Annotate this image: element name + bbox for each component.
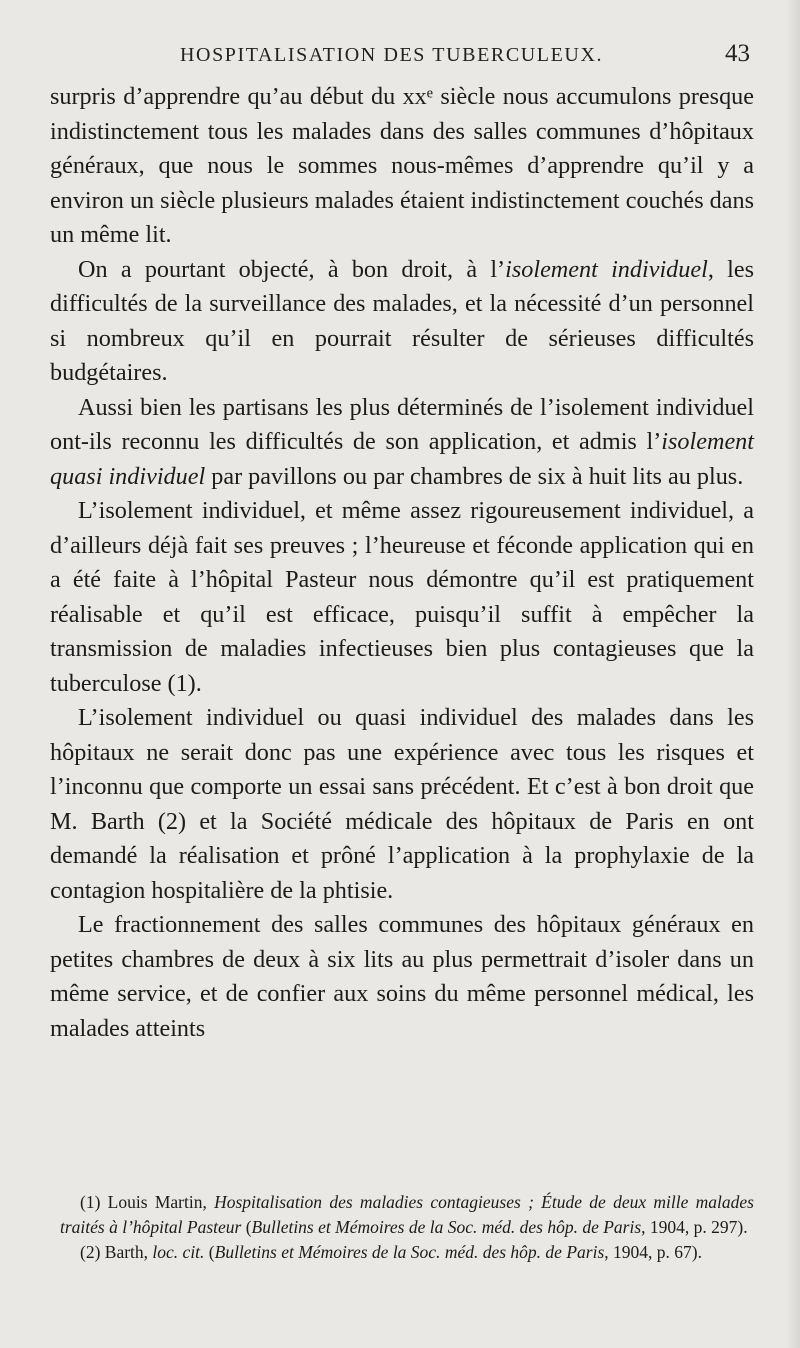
paragraph-4: L’isolement individuel, et même assez rigoureusement individuel, a d’ailleurs déjà fait ses preuves ; l’heureuse et féconde application qui en a été faite à l’hôpital Pasteur nous démontre qu’il est pratiquement réalisable et qu’il est efficace, puisqu’il suffit à empêcher la transmission de maladies infectieuses bien plus contagieuses que la tuberculose (1). [50, 497, 754, 697]
paragraph-5: L’isolement individuel ou quasi individuel des malades dans les hôpitaux ne serait donc pas une expérience avec tous les risques et l’inconnu que comporte un essai sans précédent. Et c’est à bon droit que M. Barth (2) et la Société médicale des hôpitaux de Paris en ont demandé la réalisation et prôné l’application à la prophylaxie de la contagion hospitalière de la phtisie. [50, 704, 754, 904]
footnote-2-loc-cit: loc. cit. [152, 1242, 205, 1262]
running-title: HOSPITALISATION DES TUBERCULEUX. [180, 44, 604, 66]
paragraph-1: surpris d’apprendre qu’au début du xxᵉ siècle nous accumulons presque indistinctement tous les malades dans des salles communes d’hôpitaux généraux, que nous le sommes nous-mêmes d’apprendre qu’il y a environ un siècle plusieurs malades étaient indistinctement couchés dans un même lit. [50, 83, 754, 248]
footnote-1-text-e: , 1904, p. 297). [641, 1217, 748, 1237]
paragraph-3-text-c: par pavillons ou par chambres de six à huit lits au plus. [205, 462, 744, 490]
footnote-1-journal: Bulletins et Mémoires de la Soc. méd. des hôp. de Paris [251, 1217, 642, 1237]
body-text [50, 80, 754, 1046]
footnote-2-journal: Bulletins et Mémoires de la Soc. méd. des hôp. de Paris [214, 1242, 605, 1262]
paragraph-6: Le fractionnement des salles communes des hôpitaux généraux en petites chambres de deux à six lits au plus permettrait d’isoler dans un même service, et de confier aux soins du même personnel médical, les malades atteints [50, 911, 754, 1042]
footnote-2-text-c: ( [204, 1242, 215, 1262]
footnote-1-text-a: (1) Louis Martin, [80, 1192, 215, 1212]
footnote-1 [60, 1190, 754, 1240]
paragraph-3 [50, 391, 754, 495]
paragraph-3-text-a: Aussi bien les partisans les plus déterminés de l’isolement individuel ont-ils reconnu les difficultés de son application, et admis l’ [50, 393, 754, 455]
footnote-1-title: Hospitalisation des maladies contagieuses ; Étude de deux mille malades traités à l’hôpital Pasteur [60, 1192, 754, 1237]
paragraph-2-italic: isolement individuel [505, 255, 708, 283]
footnote-2 [60, 1240, 754, 1265]
footnotes [60, 1190, 754, 1265]
paragraph-2-text-a: On a pourtant objecté, à bon droit, à l’ [78, 255, 506, 283]
paragraph-2 [50, 253, 754, 391]
footnote-2-text-a: (2) Barth, [80, 1242, 153, 1262]
page-number: 43 [725, 40, 750, 67]
footnote-2-text-e: , 1904, p. 67). [604, 1242, 702, 1262]
paragraph-2-text-c: , les difficultés de la surveillance des malades, et la nécessité d’un personnel si nombreux qu’il en pourrait résulter de sérieuses difficultés budgétaires. [50, 255, 754, 386]
running-header [0, 40, 800, 74]
footnote-1-text-c: ( [241, 1217, 252, 1237]
paragraph-3-italic: isolement quasi individuel [50, 428, 754, 490]
